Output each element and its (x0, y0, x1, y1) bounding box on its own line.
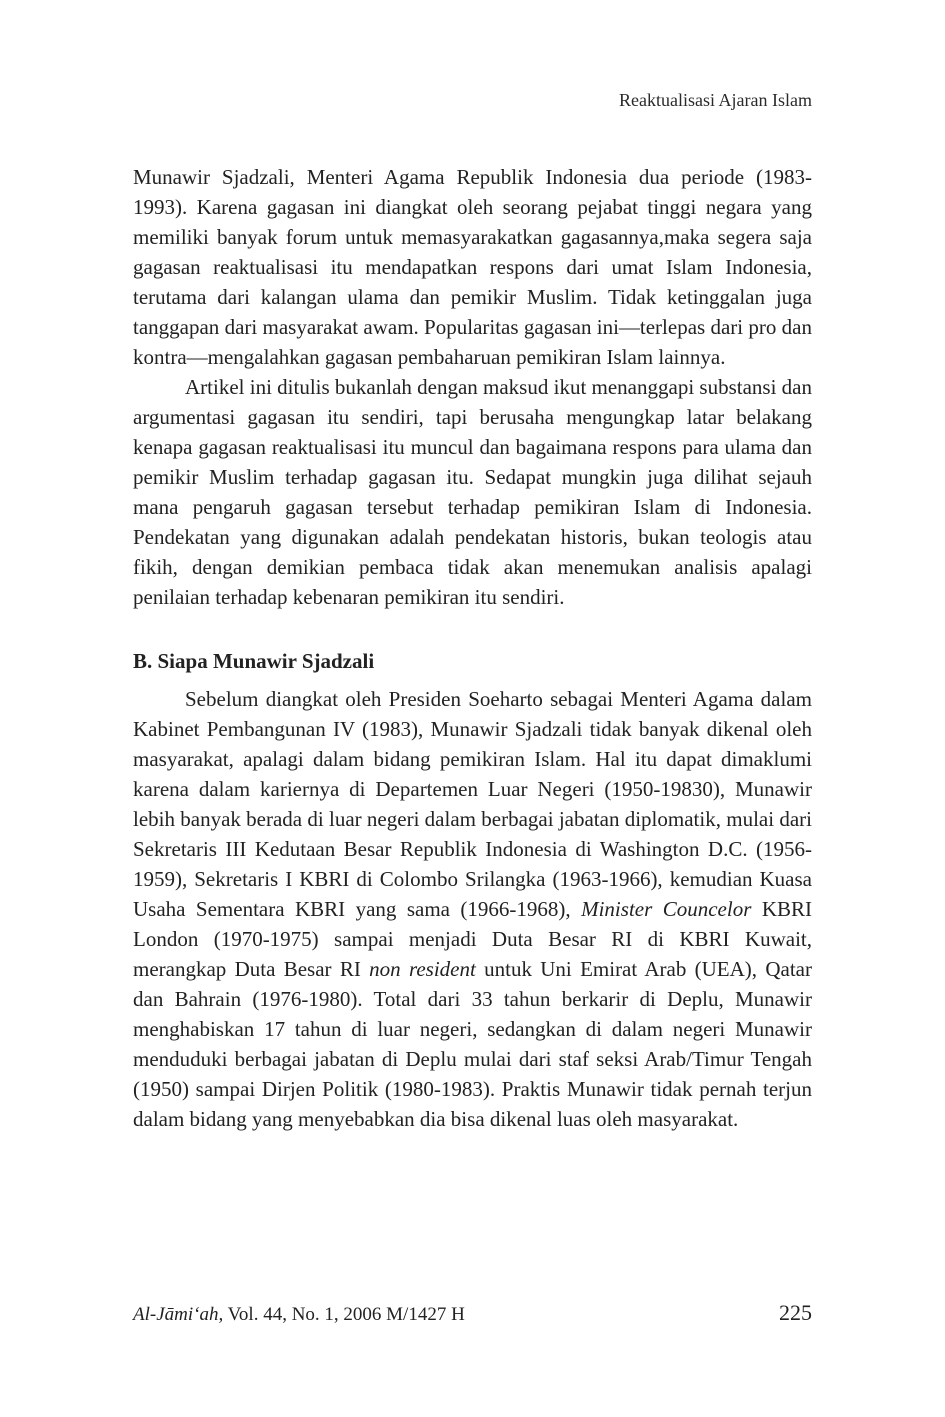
journal-issue: Vol. 44, No. 1, 2006 M/1427 H (223, 1304, 465, 1325)
italic-term: non resident (369, 957, 476, 981)
section-heading: B. Siapa Munawir Sjadzali (133, 649, 375, 673)
journal-name: Al-Jāmi‘ah, (133, 1304, 224, 1325)
paragraph-text: Sebelum diangkat oleh Presiden Soeharto sebagai Menteri Agama dalam Kabinet Pembangunan IV (1983), Munawir Sjadzali tidak banyak dikenal oleh masyarakat, apalagi dalam bidang pemikiran Islam. Hal itu dapat dimaklumi karena dalam kariernya di Departemen Luar Negeri (1950-19830), Munawir lebih banyak berada di luar negeri dalam berbagai jabatan diplomatik, mulai dari Sekretaris III Kedutaan Besar Republik Indonesia di Washington D.C. (1956-1959), Sekretaris I KBRI di Colombo Srilangka (1963-1966), kemudian Kuasa Usaha Sementara KBRI yang sama (1966-1968), (133, 687, 812, 921)
paragraph-article-purpose: Artikel ini ditulis bukanlah dengan maksud ikut menanggapi substansi dan argumentasi gagasan itu sendiri, tapi berusaha mengungkap latar belakang kenapa gagasan reaktualisasi itu muncul dan bagaimana respons para ulama dan pemikir Muslim terhadap gagasan itu. Sedapat mungkin juga dilihat sejauh mana pengaruh gagasan tersebut terhadap pemikiran Islam di Indonesia. Pendekatan yang digunakan adalah pendekatan historis, bukan teologis atau fikih, dengan demikian pembaca tidak akan menemukan analisis apalagi penilaian terhadap kebenaran pemikiran itu sendiri. (133, 375, 812, 609)
paragraph-text: KBRI London (1970-1975) sampai menjadi Duta Besar RI di KBRI Kuwait, merangkap Duta Besar RI (133, 897, 812, 981)
italic-term: Minister Councelor (581, 897, 752, 921)
paragraph-biography (133, 684, 812, 1134)
article-body (133, 162, 812, 1134)
running-header: Reaktualisasi Ajaran Islam (619, 90, 812, 110)
paragraph-text: untuk Uni Emirat Arab (UEA), Qatar dan Bahrain (1976-1980). Total dari 33 tahun berkarir di Deplu, Munawir menghabiskan 17 tahun di luar negeri, sedangkan di dalam negeri Munawir menduduki berbagai jabatan di Deplu mulai dari staf seksi Arab/Timur Tengah (1950) sampai Dirjen Politik (1980-1983). Praktis Munawir tidak pernah terjun dalam bidang yang menyebabkan dia bisa dikenal luas oleh masyarakat. (133, 957, 812, 1131)
page-number: 225 (779, 1300, 812, 1325)
page-footer (133, 1300, 812, 1328)
journal-citation (133, 1302, 465, 1328)
paragraph-continued: Munawir Sjadzali, Menteri Agama Republik Indonesia dua periode (1983-1993). Karena gagasan ini diangkat oleh seorang pejabat tinggi negara yang memiliki banyak forum untuk memasyarakatkan gagasannya,maka segera saja gagasan reaktualisasi itu mendapatkan respons dari umat Islam Indonesia, terutama dari kalangan ulama dan pemikir Muslim. Tidak ketinggalan juga tanggapan dari masyarakat awam. Popularitas gagasan ini—terlepas dari pro dan kontra—mengalahkan gagasan pembaharuan pemikiran Islam lainnya. (133, 165, 812, 369)
